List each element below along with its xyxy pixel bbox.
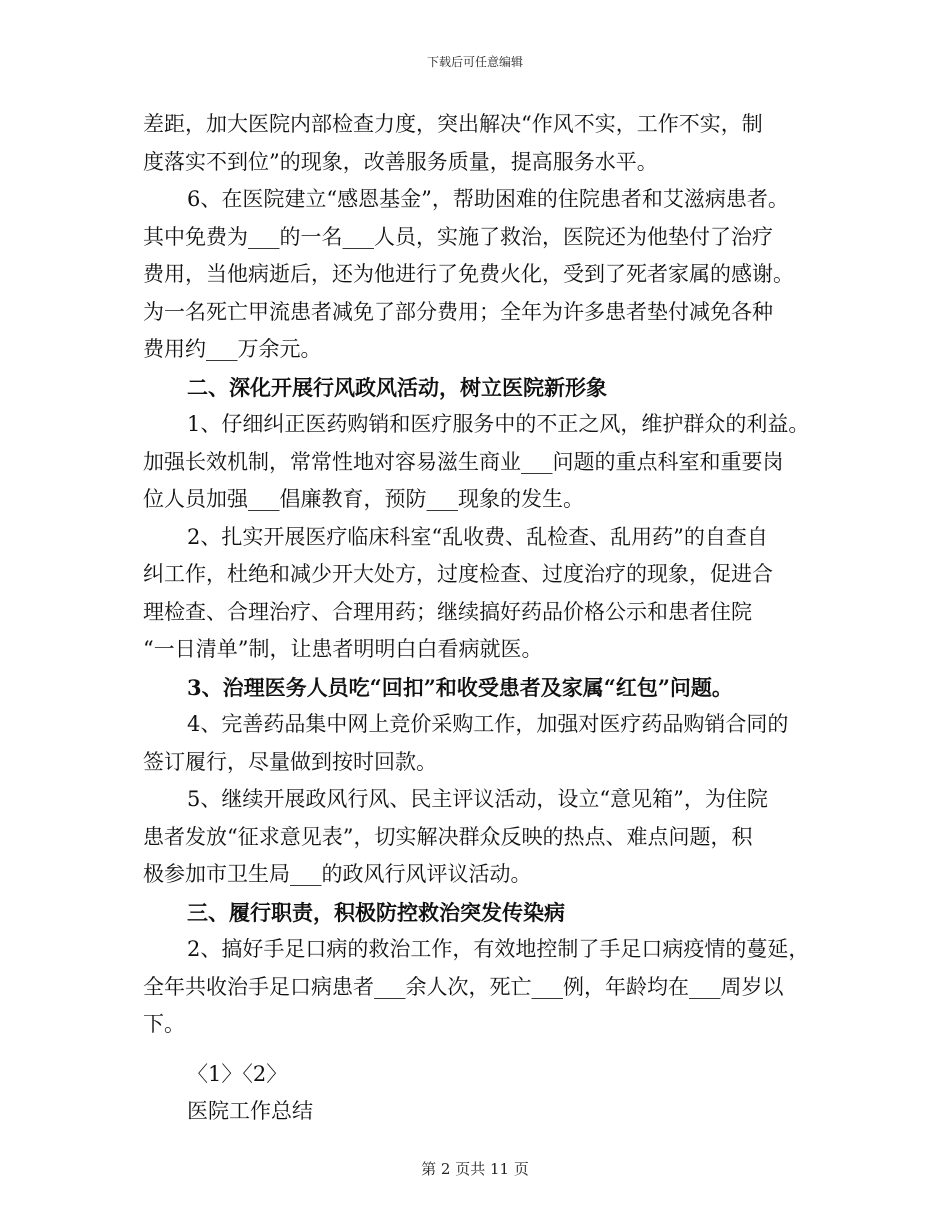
text-line: 其中免费为___的一名___人员，实施了救治，医院还为他垫付了治疗 bbox=[143, 224, 773, 249]
text-line: 全年共收治手足口病患者___余人次，死亡___例，年龄均在___周岁以 bbox=[143, 974, 784, 999]
text-line: “一日清单”制，让患者明明白白看病就医。 bbox=[143, 637, 543, 661]
text-line: 费用，当他病逝后，还为他进行了免费火化，受到了死者家属的感谢。 bbox=[143, 262, 794, 286]
text-line: 理检查、合理治疗、合理用药；继续搞好药品价格公示和患者住院 bbox=[143, 599, 752, 624]
text-line: 医院工作总结 bbox=[187, 1099, 313, 1123]
text-line: 下。 bbox=[143, 1012, 185, 1036]
page-footer: 第 2 页共 11 页 bbox=[421, 1160, 529, 1178]
text-line: 度落实不到位”的现象，改善服务质量，提高服务水平。 bbox=[143, 149, 658, 174]
text-line: 患者发放“征求意见表”，切实解决群众反映的热点、难点问题，积 bbox=[143, 824, 753, 849]
text-line: 极参加市卫生局___的政风行风评议活动。 bbox=[143, 862, 532, 886]
page-header: 下载后可任意编辑 bbox=[426, 55, 523, 69]
paragraph-gap bbox=[143, 1044, 823, 1056]
text-line: 4、完善药品集中网上竞价采购工作，加强对医疗药品购销合同的 bbox=[187, 712, 789, 736]
section-heading-line: 3、治理医务人员吃“回扣”和收受患者及家属“红包”问题。 bbox=[187, 674, 733, 700]
text-line: 签订履行，尽量做到按时回款。 bbox=[143, 749, 437, 774]
text-line: 为一名死亡甲流患者减免了部分费用；全年为许多患者垫付减免各种 bbox=[143, 299, 773, 324]
text-line: 5、继续开展政风行风、民主评议活动，设立“意见箱”，为住院 bbox=[187, 787, 768, 811]
text-line: 1、仔细纠正医药购销和医疗服务中的不正之风，维护群众的利益。 bbox=[187, 412, 810, 436]
text-line: 费用约___万余元。 bbox=[143, 337, 322, 361]
text-line: 加强长效机制，常常性地对容易滋生商业___问题的重点科室和重要岗 bbox=[143, 449, 784, 474]
section-heading-line: 三、履行职责，积极防控救治突发传染病 bbox=[187, 899, 565, 925]
document-body bbox=[143, 106, 823, 1131]
text-line: 2、扎实开展医疗临床科室“乱收费、乱检查、乱用药”的自查自 bbox=[187, 524, 768, 549]
text-line: 2、搞好手足口病的救治工作，有效地控制了手足口病疫情的蔓延， bbox=[187, 937, 810, 961]
text-line: 6、在医院建立“感恩基金”，帮助困难的住院患者和艾滋病患者。 bbox=[187, 187, 789, 211]
text-line: 〈1〉〈2〉 bbox=[187, 1061, 288, 1086]
text-line: 纠工作，杜绝和减少开大处方，过度检查、过度治疗的现象，促进合 bbox=[143, 562, 773, 586]
section-heading-line: 二、深化开展行风政风活动，树立医院新形象 bbox=[187, 374, 607, 400]
text-line: 差距，加大医院内部检查力度，突出解决“作风不实，工作不实，制 bbox=[143, 112, 763, 136]
text-line: 位人员加强___倡廉教育，预防___现象的发生。 bbox=[143, 487, 584, 511]
